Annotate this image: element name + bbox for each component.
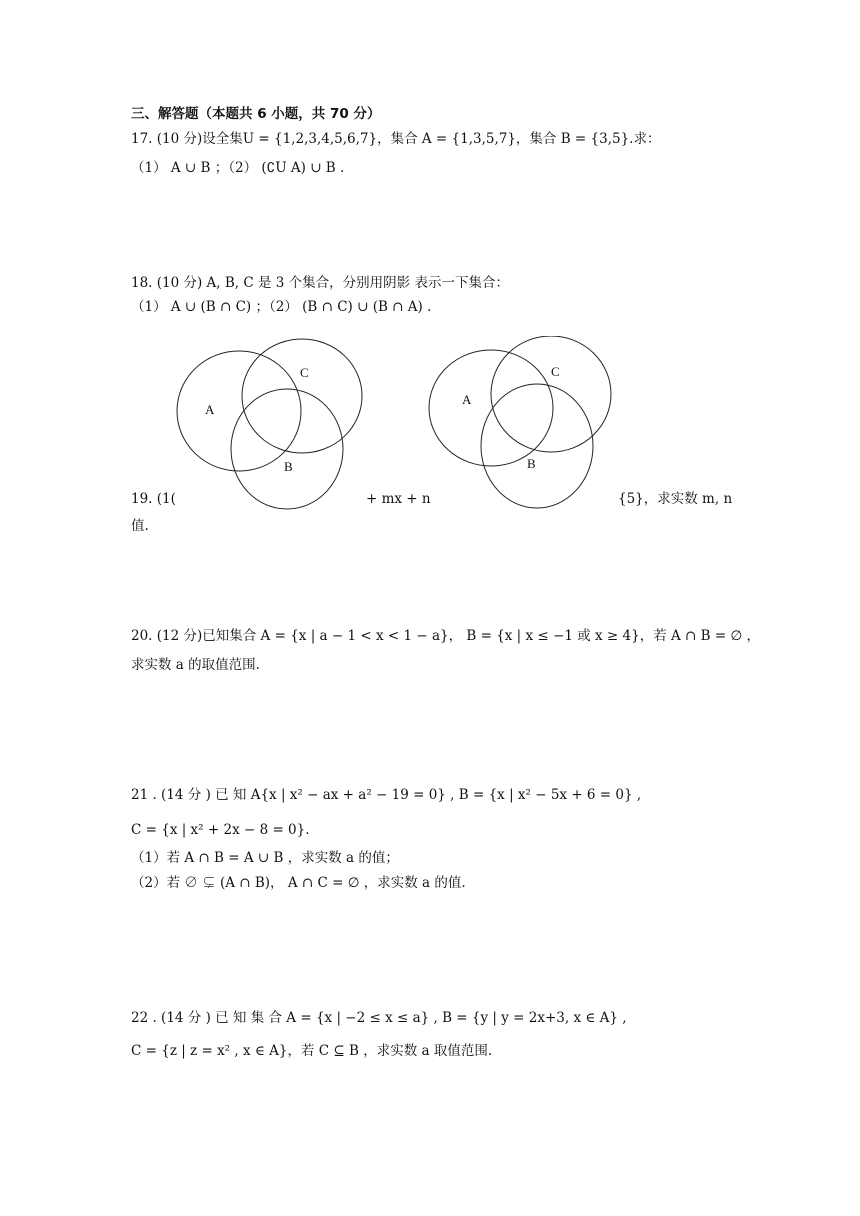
venn-1-label-c: C [300, 365, 309, 380]
venn-2-label-a: A [462, 392, 472, 407]
venn-2-label-c: C [551, 364, 560, 379]
problem-20-line2: 求实数 a 的取值范围. [131, 657, 260, 673]
problem-18-parts: （1） A ∪ (B ∩ C) ；（2） (B ∩ C) ∪ (B ∩ A) . [131, 299, 432, 315]
circle-b [481, 384, 593, 508]
venn-2-label-b: B [527, 456, 536, 471]
problem-18-statement: 18. (10 分) A, B, C 是 3 个集合，分别用阴影 表示一下集合： [131, 275, 509, 291]
venn-diagram-2 [420, 336, 620, 526]
circle-a [429, 350, 553, 466]
problem-22-line2: C = {z | z = x² , x ∈ A}，若 C ⊆ B ，求实数 a 取值范围. [131, 1043, 493, 1059]
problem-19-fragment-mid: + mx + n [366, 491, 431, 507]
problem-17-parts: （1） A ∪ B ；（2） (∁U A) ∪ B . [131, 160, 345, 176]
venn-1-label-b: B [284, 459, 293, 474]
problem-19-fragment-right: {5}，求实数 m, n [618, 491, 733, 507]
problem-19-fragment-left: 19. (1( [131, 491, 176, 507]
problem-21-line2: C = {x | x² + 2x − 8 = 0}. [131, 822, 310, 838]
problem-21-part2: （2）若 ∅ ⊊ (A ∩ B)， A ∩ C = ∅ ，求实数 a 的值. [131, 875, 466, 891]
problem-20-statement: 20. (12 分)已知集合 A = {x | a − 1 < x < 1 − a}， B = {x | x ≤ −1 或 x ≥ 4}，若 A ∩ B = ∅ ， [131, 628, 761, 644]
problem-17-statement: 17. (10 分)设全集U = {1,2,3,4,5,6,7}，集合 A = {1,3,5,7}，集合 B = {3,5}.求： [131, 131, 661, 147]
problem-21-statement: 21 . (14 分 ) 已 知 A{x | x² − ax + a² − 19 = 0} , B = {x | x² − 5x + 6 = 0} , [131, 787, 642, 803]
problem-22-statement: 22 . (14 分 ) 已 知 集 合 A = {x | −2 ≤ x ≤ a} , B = {y | y = 2x+3, x ∈ A} , [131, 1010, 627, 1026]
circle-a [177, 351, 301, 471]
problem-21-part1: （1）若 A ∩ B = A ∪ B ，求实数 a 的值； [131, 850, 399, 866]
section-title: 三、解答题（本题共 6 小题，共 70 分） [131, 106, 381, 122]
venn-diagram-1 [170, 336, 370, 526]
problem-19-line2: 值. [131, 518, 149, 534]
venn-1-label-a: A [205, 402, 215, 417]
